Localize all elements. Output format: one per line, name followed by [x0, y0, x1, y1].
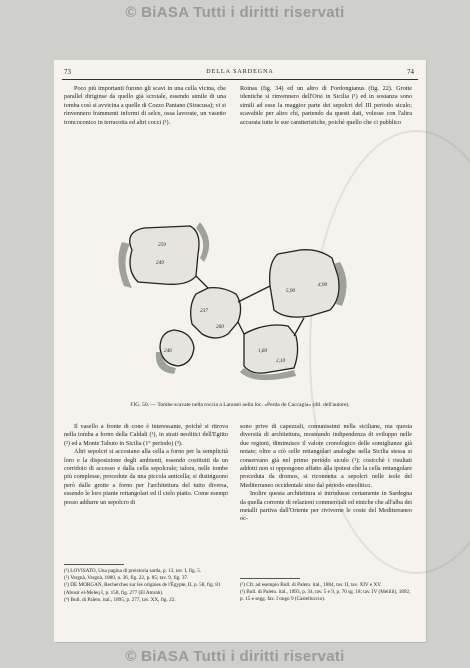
figure-label: 2,10	[276, 358, 286, 364]
footnotes-right	[240, 582, 412, 604]
footnote: (¹) Bull. di Paleto. ital., 1893, p. 34, tav. 5 e 9, p. 70 sg. 18; tav. IV (Melilli), 1892, p. 15 e segg. fav. I ongo 9 (Castelluccio).	[240, 589, 411, 603]
tomb-plan-figure	[104, 202, 366, 392]
footnote: (²) Vergnà, Vergnà, 1880, n. 36, fig. 22, p. 85; tav. 9, fig. 37.	[64, 575, 189, 582]
column-right-middle	[240, 423, 412, 524]
footnote: (¹) LOVISATO, Una pagina di preistoria sarda, p. 13, tav. I, fig. 5.	[64, 568, 202, 574]
figure-label: 246	[164, 348, 172, 354]
paragraph: Altri sepolcri si accostano alla cella a forno per la semplicità loro e la disposizione degli ambienti, essendo costituiti da un corridoio di accesso e dalla cella sepolcrale; talora, nelle tombe più complesse, procedute da una piccola anticella; si distinguono però dalle grotte a forno per l'architettura del tutto diversa, essendo le loro piante rettangolari ed il cielo piatto. Come esempi posso addurre un sepolcro di	[64, 448, 228, 506]
page-number-left: 73	[64, 68, 71, 76]
footnote: (⁴) Bull. di Paleto. ital., 1895, p. 277, tav. XX, fig. 22.	[64, 596, 176, 603]
page-number-right: 74	[407, 68, 414, 76]
figure-label: 237	[200, 308, 208, 314]
tomb-cell-lower-right	[244, 325, 298, 373]
column-left-middle	[64, 423, 228, 507]
tomb-cell-center	[191, 288, 241, 338]
watermark-bottom: © BiASA Tutti i diritti riservati	[125, 648, 345, 665]
tomb-cell-upper-right	[270, 250, 339, 317]
paragraph: Il vasello a fronte di cono è interessante, poichè si ritrova nella tomba a forno della Caldali (¹), in strati neolitici dell'Egitto (²) ed a Monte Tabuto in Sicilia (1° periodo) (³).	[64, 423, 228, 447]
watermark-top: © BiASA Tutti i diritti riservati	[125, 4, 345, 21]
footnote-rule	[240, 578, 300, 579]
figure-label: 4,90	[318, 282, 328, 288]
figure-label: 5,90	[286, 288, 296, 294]
paragraph: sono prive di capezzali, comunissimi nella siciliane, ma questa diversità di architettura, mostrando indipendenza di sviluppo nelle due regioni, diminuisce il valore cronologico delle somiglianze già notate; oltre a ciò celle rettangolari analoghe nella Sicilia stessa si conservano già nel primo periodo siculo (¹); cosicchè i risultati addotti non si oppongono affatto alla ipotesi che la cella rettangolare proceduta da dromos, si riconnetta a sepolcri nelle isole del Mediterraneo occidentale sino dal periodo eneolitico.	[240, 423, 412, 489]
paragraph: Inoltre questa architettura si introdusse certamente in Sardegna da quella corrente di relazioni commerciali ed etniche che all'alba dei metalli partiva dall'Oriente per riviverne le coste del Mediterraneo oc-	[240, 490, 412, 523]
header-rule	[62, 79, 418, 80]
book-page	[54, 60, 426, 642]
figure-caption: FIG. 50. — Tombe scavate nella roccia a Lanusei nella loc. «Perda de Caccagia» (dil. dell'autore).	[130, 402, 350, 408]
figure-label: 249	[156, 260, 164, 266]
footnote: (³) DE MORGAN, Recherches sur les origines de l'Égypte, II, p. 58, fig. 81 (Abusir el-Meleq I, p. 158, fig. 277 (El Amrah).	[64, 582, 221, 596]
footnotes-left	[64, 568, 228, 604]
figure-label: 260	[216, 324, 224, 330]
column-left-top	[64, 85, 226, 127]
column-right-top	[240, 85, 412, 127]
paragraph: Poco più importanti furono gli scavi in una cella vicina, che parallel diriginse da quello già scroiale, essendo simile di una tomba così si avvicina a quelle di Cozzo Pantano (Siracusa); vi si rinvennero frammenti informi di selce, ossa lavorate, un vasetto troncoconico in terracotta ed altri cocci (¹).	[64, 85, 226, 126]
footnote: (¹) Cfr. ad esempio Bull. di Paleto. ital., 1884, tav. II, tav. XIV e XV.	[240, 582, 382, 588]
footnote-rule	[64, 564, 124, 565]
figure-label: 1,60	[258, 348, 268, 354]
running-title: DELLA SARDEGNA	[206, 69, 274, 75]
figure-label: 259	[158, 242, 166, 248]
tomb-cell-upper-left	[130, 226, 199, 284]
paragraph: Roinas (fig. 34) ed un altro di Fordongianus (fig. 22). Grotte identiche si rinvennero dell'Orsi in Sicilia (¹) ed in sostanza sono simili ad esse la maggior parte dei sepolcri del III periodo siculo; scavabile per altro chi, partendo da questi dati, volesse con l'altra accurata tutte le sue caratteristiche, poichè quello che ci pubblico	[240, 85, 412, 126]
